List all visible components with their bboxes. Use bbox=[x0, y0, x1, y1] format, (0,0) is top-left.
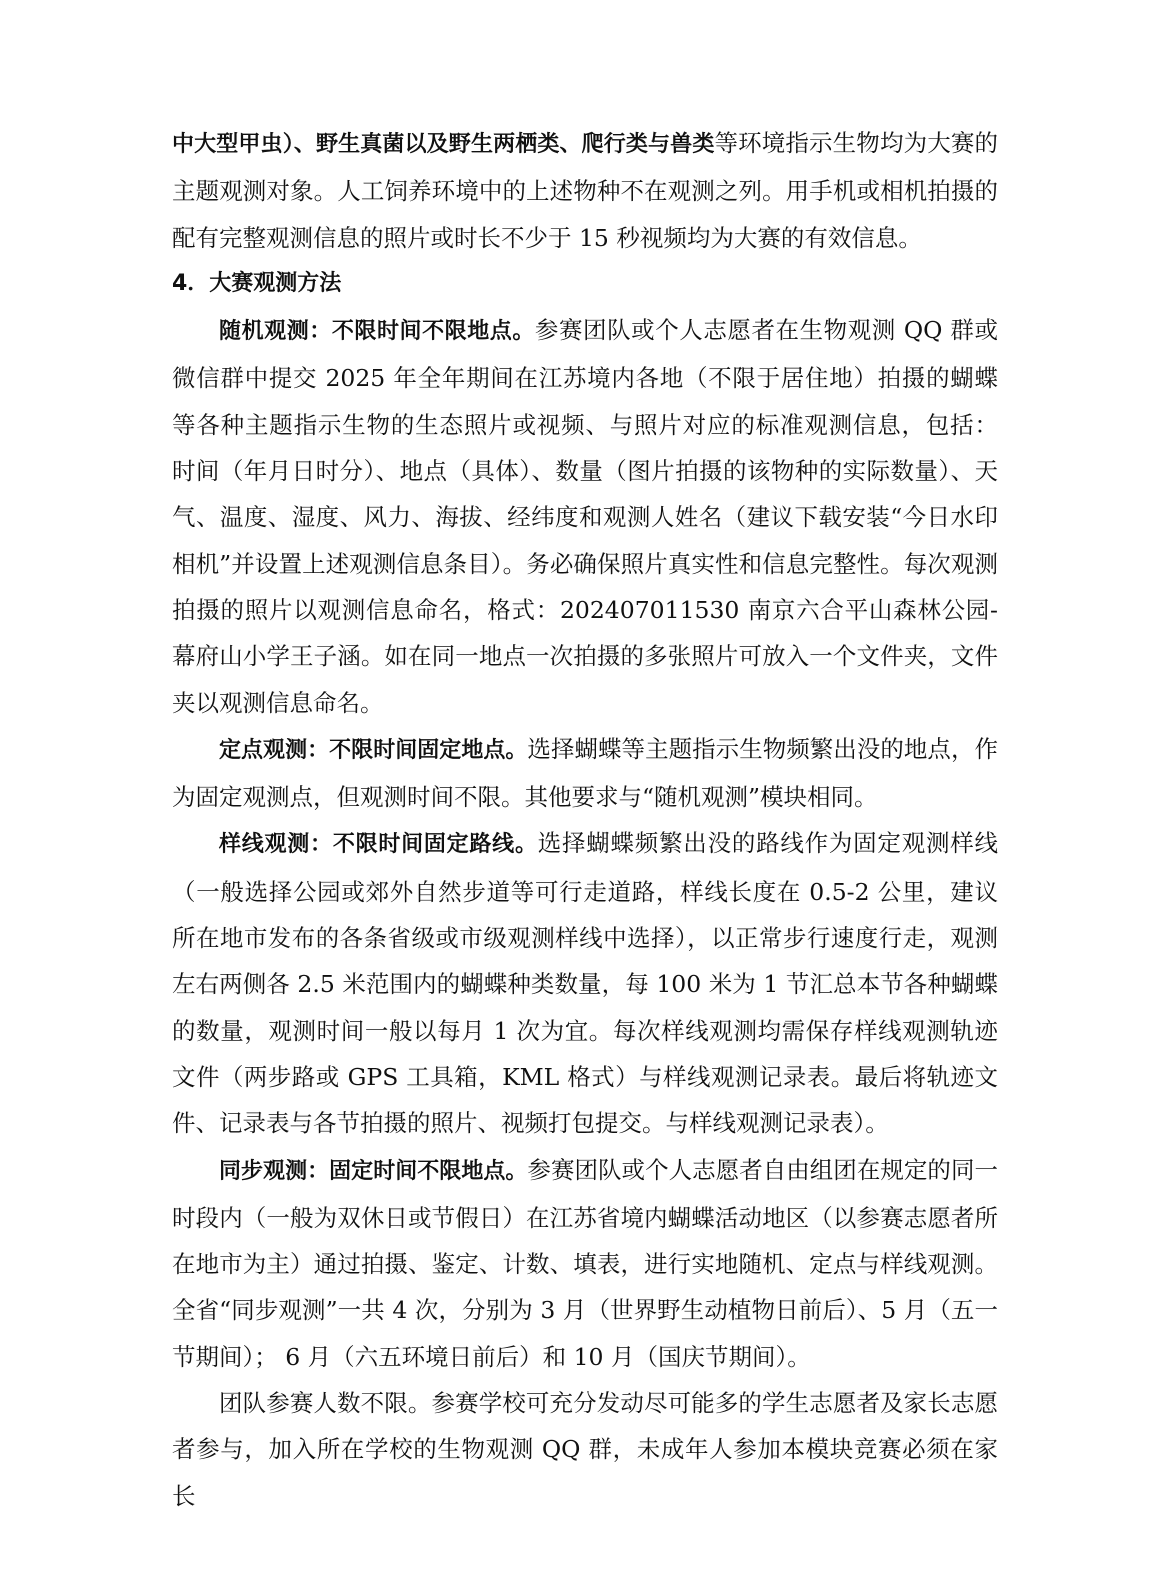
fixed-point-observation-paragraph bbox=[172, 726, 998, 821]
random-observation-text: 参赛团队或个人志愿者在生物观测 QQ 群或微信群中提交 2025 年全年期间在江苏境内各地（不限于居住地）拍摄的蝴蝶等各种主题指示生物的生态照片或视频、与照片对应的标准观测信息，包括： 时间（年月日时分）、地点（具体）、数量（图片拍摄的该物种的实际数量）、天气、温度、湿度、风力、海拔、经纬度和观测人姓名（建议下载安装“今日水印相机”并设置上述观测信息条目）。务必确保照片真实性和信息完整性。每次观测拍摄的照片以观测信息命名，格式：202407011530 南京六合平山森林公园-幕府山小学王子涵。如在同一地点一次拍摄的多张照片可放入一个文件夹，文件夹以观测信息命名。 bbox=[172, 316, 998, 717]
transect-observation-text: 选择蝴蝶频繁出没的路线作为固定观测样线（一般选择公园或郊外自然步道等可行走道路，样线长度在 0.5-2 公里，建议所在地市发布的各条省级或市级观测样线中选择），以正常步行速度行走，观测左右两侧各 2.5 米范围内的蝴蝶种类数量，每 100 米为 1 节汇总本节各种蝴蝶的数量，观测时间一般以每月 1 次为宜。每次样线观测均需保存样线观测轨迹文件（两步路或 GPS 工具箱，KML 格式）与样线观测记录表。最后将轨迹文件、记录表与各节拍摄的照片、视频打包提交。与样线观测记录表）。 bbox=[172, 829, 998, 1138]
synchronous-observation-title: 同步观测：固定时间不限地点。 bbox=[219, 1158, 528, 1184]
transect-observation-title: 样线观测：不限时间固定路线。 bbox=[219, 832, 538, 858]
fixed-point-observation-text: 选择蝴蝶等主题指示生物频繁出没的地点，作为固定观测点，但观测时间不限。其他要求与“随机观测”模块相同。 bbox=[172, 734, 998, 812]
section-heading: 4．大赛观测方法 bbox=[172, 270, 342, 296]
synchronous-observation-text: 参赛团队或个人志愿者自由组团在规定的同一时段内（一般为双休日或节假日）在江苏省境内蝴蝶活动地区（以参赛志愿者所在地市为主）通过拍摄、鉴定、计数、填表，进行实地随机、定点与样线观测。全省“同步观测”一共 4 次，分别为 3 月（世界野生动植物日前后）、5 月（五一节期间）； 6 月（六五环境日前后）和 10 月（国庆节期间）。 bbox=[172, 1155, 998, 1371]
transect-observation-paragraph bbox=[172, 820, 998, 1146]
team-paragraph: 团队参赛人数不限。参赛学校可充分发动尽可能多的学生志愿者及家长志愿者参与，加入所在学校的生物观测 QQ 群，未成年人参加本模块竞赛必须在家长 bbox=[172, 1389, 998, 1510]
document-page bbox=[172, 120, 998, 1519]
random-observation-paragraph bbox=[172, 307, 998, 726]
synchronous-observation-paragraph bbox=[172, 1147, 998, 1380]
intro-paragraph bbox=[172, 120, 998, 261]
intro-text: 等环境指示生物均为大赛的主题观测对象。人工饲养环境中的上述物种不在观测之列。用手机或相机拍摄的配有完整观测信息的照片或时长不少于 15 秒视频均为大赛的有效信息。 bbox=[172, 129, 998, 252]
fixed-point-observation-title: 定点观测：不限时间固定地点。 bbox=[219, 737, 528, 763]
intro-bold-text: 中大型甲虫）、野生真菌以及野生两栖类、爬行类与兽类 bbox=[172, 132, 715, 157]
random-observation-title: 随机观测：不限时间不限地点。 bbox=[219, 319, 535, 345]
